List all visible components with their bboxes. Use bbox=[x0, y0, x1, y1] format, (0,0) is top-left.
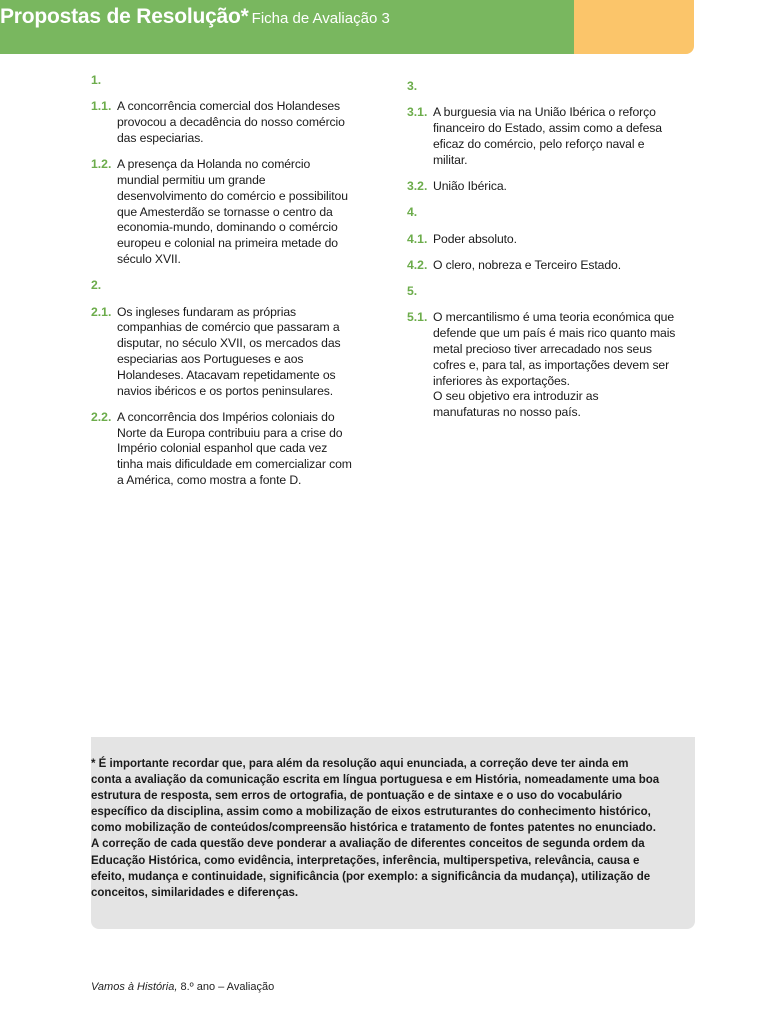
answer-line: metal precioso tiver arrecadado nos seus bbox=[433, 342, 652, 357]
answer-text bbox=[433, 310, 697, 421]
answer-line: Os ingleses fundaram as próprias bbox=[117, 304, 297, 319]
answer-text bbox=[117, 278, 373, 294]
page-title bbox=[0, 5, 390, 29]
answer-line: Poder absoluto. bbox=[433, 231, 517, 246]
answer-line: companhias de comércio que passaram a bbox=[117, 320, 340, 335]
answer-item bbox=[407, 284, 697, 300]
answer-line: militar. bbox=[433, 152, 468, 167]
answer-text bbox=[117, 305, 373, 400]
answer-text bbox=[117, 73, 373, 89]
answer-item bbox=[91, 410, 373, 489]
answer-text bbox=[433, 179, 697, 195]
note-line: Educação Histórica, como evidência, interpretações, inferência, multiperspetiva, relevância, causa e bbox=[91, 854, 640, 867]
answer-item bbox=[91, 73, 373, 89]
answer-item bbox=[407, 79, 697, 95]
note-line: conta a avaliação da comunicação escrita em língua portuguesa e em História, nomeadamente uma boa bbox=[91, 774, 660, 787]
answer-line: a América, como mostra a fonte D. bbox=[117, 473, 302, 488]
answer-line: eficaz do comércio, pelo reforço naval e bbox=[433, 136, 645, 151]
left-column bbox=[91, 73, 373, 499]
answer-number: 1. bbox=[91, 73, 102, 87]
answer-line: disputar, no século XVII, os mercados das bbox=[117, 336, 341, 351]
answer-line: mundial permitiu um grande bbox=[117, 172, 266, 187]
note-line: conceitos, similaridades e diferenças. bbox=[91, 886, 299, 899]
note-line: * É importante recordar que, para além da resolução aqui enunciada, a correção deve ter ainda em bbox=[91, 758, 629, 770]
answer-line: desenvolvimento do comércio e possibilitou bbox=[117, 188, 348, 203]
answer-number: 5.1. bbox=[407, 310, 428, 325]
answer-number: 3.1. bbox=[407, 105, 428, 120]
answer-number: 1.2. bbox=[91, 157, 112, 172]
answer-line: provocou a decadência do nosso comércio bbox=[117, 115, 345, 130]
answer-line: Império colonial espanhol que cada vez bbox=[117, 441, 328, 456]
subtitle-text: Ficha de Avaliação 3 bbox=[251, 10, 390, 27]
footer bbox=[91, 981, 274, 993]
answer-line: manufaturas no nosso país. bbox=[433, 405, 581, 420]
answer-line: O seu objetivo era introduzir as bbox=[433, 389, 599, 404]
answer-number: 2.1. bbox=[91, 304, 112, 319]
note-line: estrutura de resposta, sem erros de ortografia, de pontuação e de sintaxe e o uso do vocabulário bbox=[91, 790, 623, 803]
answer-line: cofres e, para tal, as importações devem ser bbox=[433, 357, 670, 372]
answer-item bbox=[91, 157, 373, 268]
answer-text bbox=[433, 79, 697, 95]
answer-line: O clero, nobreza e Terceiro Estado. bbox=[433, 257, 621, 272]
answer-number: 4.2. bbox=[407, 257, 428, 272]
answer-line: especiarias aos Portugueses e aos bbox=[117, 351, 304, 366]
title-text: Propostas de Resolução* bbox=[0, 5, 249, 28]
answer-line: A presença da Holanda no comércio bbox=[117, 157, 311, 172]
answer-number: 4. bbox=[407, 205, 418, 220]
answer-text bbox=[433, 284, 697, 300]
answer-number: 1.1. bbox=[91, 99, 112, 114]
answer-line: Holandeses. Atacavam repetidamente os bbox=[117, 367, 336, 382]
answer-text bbox=[117, 157, 373, 268]
answer-item bbox=[91, 278, 373, 294]
answer-line: Norte da Europa contribuiu para a crise do bbox=[117, 425, 343, 440]
note-text bbox=[91, 756, 691, 901]
answer-line: A concorrência comercial dos Holandeses bbox=[117, 99, 341, 114]
answer-line: século XVII. bbox=[117, 251, 181, 266]
header-accent bbox=[574, 0, 694, 54]
note-line: efeito, mudança e continuidade, significância (por exemplo: a significância da mudança), utilização de bbox=[91, 870, 651, 883]
answer-line: tinha mais dificuldade em comercializar com bbox=[117, 457, 352, 472]
answer-item bbox=[407, 179, 697, 195]
answer-item bbox=[407, 205, 697, 221]
answer-number: 3. bbox=[407, 79, 418, 93]
right-column bbox=[407, 79, 697, 432]
answer-line: das especiarias. bbox=[117, 130, 204, 145]
answer-item bbox=[407, 105, 697, 168]
answer-text bbox=[433, 232, 697, 248]
answer-text bbox=[117, 99, 373, 146]
answer-line: O mercantilismo é uma teoria económica que bbox=[433, 310, 675, 325]
answer-item bbox=[407, 258, 697, 274]
footer-book-title: Vamos à História, bbox=[91, 981, 178, 993]
answer-number: 2.2. bbox=[91, 409, 112, 424]
answer-text bbox=[117, 410, 373, 489]
answer-line: europeu e colonial na primeira metade do bbox=[117, 236, 338, 251]
footer-rest: 8.º ano – Avaliação bbox=[177, 981, 275, 993]
answer-item bbox=[407, 310, 697, 421]
answer-line: que Amesterdão se tornasse o centro da bbox=[117, 204, 333, 219]
answer-item bbox=[407, 232, 697, 248]
answer-line: defende que um país é mais rico quanto mais bbox=[433, 326, 676, 341]
answer-item bbox=[91, 99, 373, 146]
answer-number: 5. bbox=[407, 284, 418, 299]
answer-line: inferiores às exportações. bbox=[433, 373, 570, 388]
answer-text bbox=[433, 105, 697, 168]
answer-line: A concorrência dos Impérios coloniais do bbox=[117, 409, 335, 424]
note-line: A correção de cada questão deve ponderar a avaliação de diferentes conceitos de segunda ordem da bbox=[91, 838, 645, 851]
answer-text bbox=[433, 205, 697, 221]
answer-item bbox=[91, 305, 373, 400]
note-line: como mobilização de conteúdos/compreensão histórica e tratamento de fontes patentes no enunciado. bbox=[91, 822, 656, 835]
answer-line: financeiro do Estado, assim como a defesa bbox=[433, 121, 662, 136]
answer-text bbox=[433, 258, 697, 274]
answer-number: 4.1. bbox=[407, 231, 428, 246]
answer-number: 3.2. bbox=[407, 178, 428, 193]
answer-line: economia-mundo, dominando o comércio bbox=[117, 220, 338, 235]
answer-line: navios ibéricos e os portos peninsulares. bbox=[117, 383, 334, 398]
note-line: específico da disciplina, assim como a mobilização de eixos estruturantes do conhecimento histórico, bbox=[91, 806, 651, 819]
answer-line: A burguesia via na União Ibérica o reforço bbox=[433, 105, 656, 120]
answer-line: União Ibérica. bbox=[433, 178, 507, 193]
note-box bbox=[91, 737, 695, 929]
answer-number: 2. bbox=[91, 278, 102, 293]
